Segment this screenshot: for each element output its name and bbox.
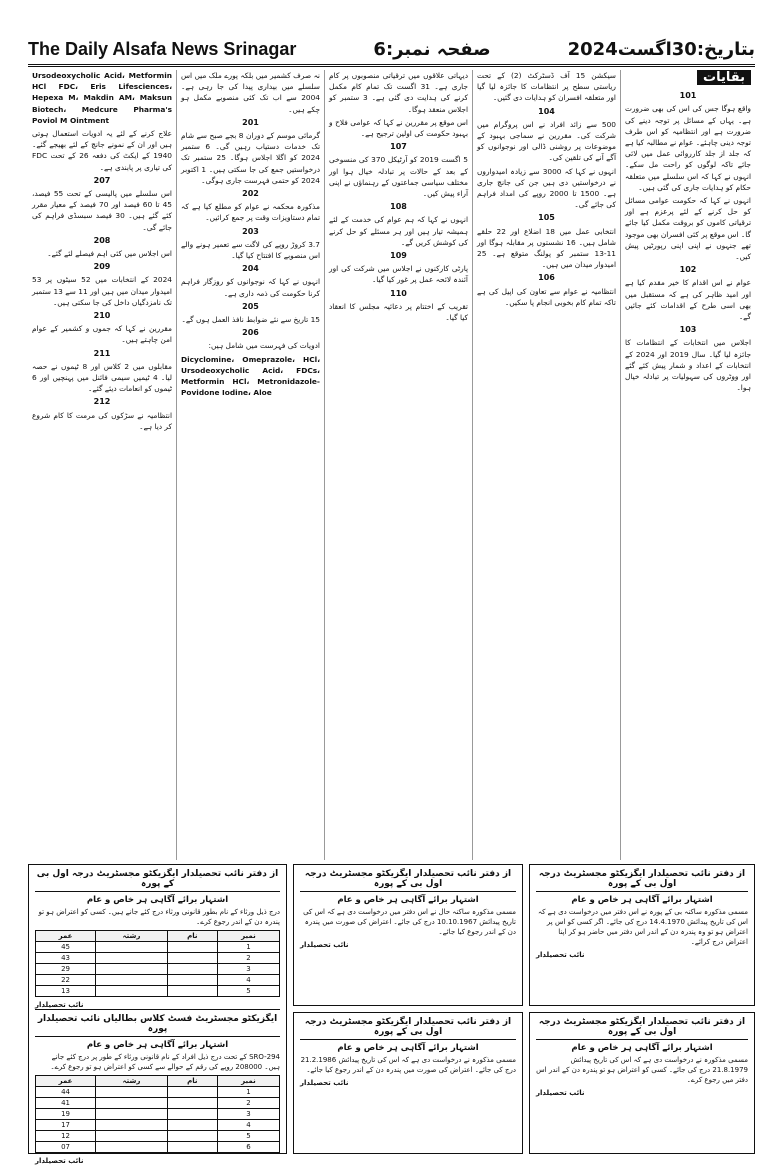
table-cell	[167, 964, 217, 975]
notice-signature: نائب تحصیلدار	[35, 1157, 84, 1165]
table-cell: 19	[36, 1109, 96, 1120]
table-body	[36, 1087, 280, 1153]
notice-body: مسمی مذکورہ ساکنہ حال نے اس دفتر میں درخواست دی ہے کہ اس کی تاریخ پیدائش 10.10.1967 درج کی جائے۔ اعتراض کی صورت میں پندرہ دن کے اندر رجوع کیا جائے۔	[303, 908, 516, 936]
notice-subtitle: اشتہار برائے آگاہی ہر خاص و عام	[571, 1043, 713, 1053]
newspaper-page	[28, 34, 755, 1165]
table-cell: 44	[36, 1087, 96, 1098]
news-paragraph: انہوں نے کہا کہ 3000 سے زیادہ امیدواروں نے درخواستیں دی ہیں جن کی جانچ جاری ہے۔ 1500 تا 2000 روپے کی امداد فراہم کی جائے گی۔	[477, 166, 616, 210]
column-4	[176, 70, 324, 860]
notice-subtitle: اشتہار برائے آگاہی ہر خاص و عام	[86, 1040, 229, 1050]
paper-name: The Daily Alsafa News Srinagar	[28, 38, 297, 59]
table-cell	[96, 975, 168, 986]
column-2	[472, 70, 620, 860]
table-cell	[167, 1142, 217, 1153]
item-number: 202	[242, 189, 259, 199]
issue-date: بتاریخ:30اگست2024	[567, 38, 755, 60]
notice-signature: نائب تحصیلدار	[536, 1089, 585, 1097]
table-cell	[96, 1098, 168, 1109]
item-number: 208	[93, 235, 111, 245]
table-row	[36, 964, 280, 975]
table-cell	[96, 1131, 168, 1142]
notice-body: SRO-294 کے تحت درج ذیل افراد کے نام قانونی ورثاء کے طور پر درج کئے جانے ہیں۔ 208000 روپے کی رقم کے حوالے سے کسی کو اعتراض ہو تو رجوع کرے۔	[50, 1053, 280, 1071]
column-3	[324, 70, 472, 860]
item-number: 204	[242, 264, 259, 274]
legal-notices-left	[28, 864, 287, 1165]
table-cell: 12	[36, 1131, 96, 1142]
news-paragraph: پارٹی کارکنوں نے اجلاس میں شرکت کی اور آئندہ لائحہ عمل پر غور کیا گیا۔	[329, 264, 468, 285]
news-paragraph: 15 تاریخ سے نئے ضوابط نافذ العمل ہوں گے۔	[181, 315, 320, 325]
column-5	[28, 70, 176, 860]
legal-notice-1	[529, 864, 755, 1006]
item-number: 201	[242, 117, 259, 127]
classified-ads	[28, 864, 755, 1165]
table-row	[36, 1087, 280, 1098]
table-row	[36, 986, 280, 997]
table-cell: 13	[36, 986, 96, 997]
table-cell: 1	[217, 942, 279, 953]
notice-title: از دفتر نائب تحصیلدار ایگزیکٹو مجسٹریٹ درجہ اول بی کے پورہ	[300, 1017, 516, 1040]
table-header-cell: نمبر	[217, 931, 279, 942]
table-cell	[96, 942, 168, 953]
table-cell	[96, 1142, 168, 1153]
table-cell	[96, 1087, 168, 1098]
notice-body: درج ذیل ورثاء کے نام بطور قانونی ورثاء درج کئے جانے ہیں۔ کسی کو اعتراض ہو تو پندرہ دن کے اندر رجوع کرے۔	[38, 908, 280, 926]
page-number: صفحہ نمبر:6	[373, 38, 491, 60]
news-paragraph: انہوں نے کہا کہ حکومت عوامی مسائل کو حل کرنے کے لئے پرعزم ہے اور ترقیاتی کاموں کو بروقت مکمل کیا جائے گا۔ اس موقع پر کئی افسران بھی موجود تھے جنہوں نے اپنی اپنی رپورٹیں پیش کیں۔	[625, 196, 751, 262]
notice-subtitle: اشتہار برائے آگاہی ہر خاص و عام	[337, 1043, 479, 1053]
table-row	[36, 1098, 280, 1109]
news-paragraph: اس سلسلے میں پالیسی کے تحت 55 فیصد، 45 تا 60 فیصد اور 70 فیصد کے معیار مقرر کئے گئے ہیں۔ 30 فیصد سبسڈی فراہم کی جائے گی۔	[32, 189, 172, 232]
table-cell: 3	[217, 964, 279, 975]
notice-title: از دفتر نائب تحصیلدار ایگزیکٹو مجسٹریٹ درجہ اول بی کے پورہ	[536, 869, 748, 892]
legal-notice-6	[35, 1014, 280, 1165]
table-cell	[167, 1131, 217, 1142]
table-row	[36, 1109, 280, 1120]
item-number: 206	[242, 328, 259, 338]
notice-title: از دفتر نائب تحصیلدار ایگزیکٹو مجسٹریٹ درجہ اول بی کے پورہ	[536, 1017, 748, 1040]
news-paragraph: اجلاس میں انتخابات کے انتظامات کا جائزہ لیا گیا۔ سال 2019 اور 2024 کے انتخابات کے اعداد و شمار پیش کئے گئے اور ووٹروں کی سہولیات پر تبادلہ خیال ہوا۔	[625, 338, 752, 393]
notice-body: مسمی مذکورہ نے درخواست دی ہے کہ اس کی تاریخ پیدائش 21.2.1986 درج کی جائے۔ اعتراض کی صورت میں پندرہ دن کے اندر رجوع کیا جائے۔	[300, 1056, 516, 1074]
table-cell: 29	[36, 964, 96, 975]
table-cell: 43	[36, 953, 96, 964]
notice-body: مسمی مذکورہ ساکنہ بی کے پورہ نے اس دفتر میں درخواست دی ہے کہ اس کی تاریخ پیدائش 14.4.1970 درج کی جائے۔ اگر کسی کو اس پر اعتراض ہو تو وہ پندرہ دن کے اندر اس دفتر میں حاضر ہو کر اپنا اعتراض درج کرائے۔	[538, 908, 748, 946]
news-paragraph: مقررین نے کہا کہ جموں و کشمیر کے عوام امن چاہتے ہیں۔	[32, 324, 172, 345]
heirs-table	[35, 1075, 280, 1153]
news-paragraph: 2024 کے انتخابات میں 52 سیٹوں پر 53 امیدوار میدان میں ہیں اور 11 سے 13 ستمبر تک نامزدگیاں داخل کی جا سکتی ہیں۔	[32, 275, 172, 307]
news-paragraph: 5 اگست 2019 کو آرٹیکل 370 کی منسوخی کے بعد کے حالات پر تبادلہ خیال ہوا اور مختلف سیاسی جماعتوں کے رہنماؤں نے اپنی آراء پیش کیں۔	[329, 155, 468, 199]
item-number: 209	[93, 262, 111, 272]
table-cell	[167, 1109, 217, 1120]
item-number: 210	[93, 311, 111, 321]
news-paragraph: انہوں نے کہا کہ نوجوانوں کو روزگار فراہم کرنا حکومت کی ذمہ داری ہے۔	[181, 277, 320, 298]
table-cell: 5	[217, 986, 279, 997]
item-number: 106	[538, 273, 555, 283]
table-row	[36, 953, 280, 964]
table-row	[36, 1142, 280, 1153]
legal-notice-4	[293, 1012, 523, 1154]
table-row	[36, 1120, 280, 1131]
table-cell	[96, 964, 168, 975]
news-paragraph: عوام نے اس اقدام کا خیر مقدم کیا ہے اور امید ظاہر کی ہے کہ مستقبل میں بھی اسی طرح کے اقدامات کئے جائیں گے۔	[625, 278, 751, 322]
table-header-row	[36, 931, 280, 942]
table-cell	[167, 942, 217, 953]
table-cell: 1	[217, 1087, 279, 1098]
table-cell	[167, 1098, 217, 1109]
news-paragraph: 500 سے زائد افراد نے اس پروگرام میں شرکت کی۔ مقررین نے سماجی بہبود کے موضوعات پر روشنی ڈالی اور نوجوانوں کو آگے آنے کی تلقین کی۔	[477, 119, 616, 163]
item-number: 203	[242, 226, 259, 236]
table-cell: 4	[217, 1120, 279, 1131]
item-number: 211	[93, 348, 111, 358]
table-cell: 3	[217, 1109, 279, 1120]
table-header-cell: نام	[167, 1076, 217, 1087]
table-cell: 45	[36, 942, 96, 953]
legal-notice-2	[293, 864, 523, 1006]
news-columns	[28, 70, 755, 860]
column-1	[620, 70, 755, 860]
table-cell: 6	[217, 1142, 279, 1153]
news-paragraph: تقریب کے اختتام پر دعائیہ مجلس کا انعقاد کیا گیا۔	[329, 301, 468, 323]
table-cell	[167, 953, 217, 964]
item-number: 207	[93, 175, 111, 185]
news-paragraph: گرمائی موسم کے دوران 8 بجے صبح سے شام تک خدمات دستیاب رہیں گی۔ 6 ستمبر 2024 کو اگلا اجلاس ہوگا۔ 25 ستمبر تک درخواستیں جمع کی جا سکتی ہیں۔ 1 اکتوبر 2024 کو حتمی فہرست جاری ہوگی۔	[181, 131, 321, 185]
news-paragraph: واقع ہوگا جس کی اس کی بھی ضرورت ہے۔ یہاں کے مسائل پر توجہ دینے کی ضرورت ہے اور انتظامیہ کو اس طرف توجہ دینی چاہئے۔ عوام نے مطالبہ کیا ہے کہ جلد از جلد کارروائی عمل میں لائی جائے تاکہ لوگوں کو راحت مل سکے۔ انہوں نے کہا کہ اس سلسلے میں متعلقہ حکام کو ہدایات جاری کی گئی ہیں۔	[625, 104, 751, 192]
table-cell: 22	[36, 975, 96, 986]
news-paragraph: مذکورہ محکمہ نے عوام کو مطلع کیا ہے کہ تمام دستاویزات وقت پر جمع کرائیں۔	[181, 202, 320, 223]
table-cell: 5	[217, 1131, 279, 1142]
table-row	[36, 942, 280, 953]
notice-title: از دفتر نائب تحصیلدار ایگزیکٹو مجسٹریٹ درجہ اول بی کے پورہ	[35, 869, 280, 892]
item-number: 102	[679, 265, 697, 275]
table-cell	[167, 975, 217, 986]
table-body	[36, 942, 280, 997]
heirs-table	[35, 930, 280, 997]
news-paragraph: انتخابی عمل میں 18 اضلاع اور 22 حلقے شامل ہیں۔ 16 نشستوں پر مقابلہ ہوگا اور 11-13 ستمبر کو پولنگ متوقع ہے۔ 25 امیدوار میدان میں ہیں۔	[477, 226, 616, 270]
table-header-cell: نمبر	[217, 1076, 279, 1087]
notice-subtitle: اشتہار برائے آگاہی ہر خاص و عام	[86, 895, 229, 905]
table-cell	[167, 1120, 217, 1131]
notice-subtitle: اشتہار برائے آگاہی ہر خاص و عام	[337, 895, 479, 905]
table-row	[36, 975, 280, 986]
table-header-row	[36, 1076, 280, 1087]
table-cell: 41	[36, 1098, 96, 1109]
table-row	[36, 1131, 280, 1142]
table-header-cell: رشتہ	[96, 931, 168, 942]
table-cell	[167, 1087, 217, 1098]
news-paragraph: اس اجلاس میں کئی اہم فیصلے لئے گئے۔	[47, 249, 172, 259]
news-paragraph: انتظامیہ نے عوام سے تعاون کی اپیل کی ہے تاکہ تمام کام بخوبی انجام پا سکیں۔	[477, 286, 616, 307]
item-number: 105	[538, 213, 555, 223]
item-number: 103	[679, 325, 697, 335]
table-cell	[96, 1120, 168, 1131]
table-header-cell: نام	[167, 931, 217, 942]
notice-title: ایگزیکٹو مجسٹریٹ فسٹ کلاس بطالیاں نائب تحصیلدار پورہ	[35, 1014, 280, 1037]
item-number: 205	[242, 301, 259, 311]
notice-body: مسمی مذکورہ نے درخواست دی ہے کہ اس کی تاریخ پیدائش 21.8.1979 درج کی جائے۔ کسی کو اعتراض ہو تو پندرہ دن کے اندر اس دفتر میں رجوع کرے۔	[536, 1056, 748, 1084]
news-paragraph: مقابلوں میں 2 کلاس اور 8 ٹیموں نے حصہ لیا۔ 4 ٹیمیں سیمی فائنل میں پہنچیں اور 6 ٹیموں کو انعامات دیئے گئے۔	[32, 361, 172, 394]
notice-signature: نائب تحصیلدار	[35, 1001, 84, 1009]
news-paragraph: نہ صرف کشمیر میں بلکہ پورے ملک میں اس سلسلے میں بیداری پیدا کی جا رہی ہے۔ 2004 سے اب تک کئی منصوبے مکمل ہو چکے ہیں۔	[181, 71, 320, 114]
masthead	[28, 34, 755, 67]
table-cell	[96, 986, 168, 997]
news-paragraph: دیہاتی علاقوں میں ترقیاتی منصوبوں پر کام جاری ہے۔ 31 اگست تک تمام کام مکمل کرنے کی ہدایت دی گئی ہے۔ 3 ستمبر کو اجلاس منعقد ہوگا۔	[329, 71, 468, 114]
item-number: 212	[93, 397, 111, 407]
news-paragraph: اس موقع پر مقررین نے کہا کہ عوامی فلاح و بہبود حکومت کی اولین ترجیح ہے۔	[329, 117, 468, 139]
notice-subtitle: اشتہار برائے آگاہی ہر خاص و عام	[571, 895, 713, 905]
news-paragraph: علاج کرنے کے لئے یہ ادویات استعمال ہوتی ہیں اور ان کے نمونے جانچ کے لئے بھیجے گئے۔ 1940 کے ایکٹ کی دفعہ 26 کے تحت FDC کی تیاری پر پابندی ہے۔	[32, 129, 172, 172]
table-cell: 07	[36, 1142, 96, 1153]
table-cell: 4	[217, 975, 279, 986]
section-banner: بقایات	[697, 70, 751, 85]
table-header-cell: رشتہ	[96, 1076, 168, 1087]
news-paragraph: ادویات کی فہرست میں شامل ہیں:	[208, 341, 320, 351]
item-number: 101	[679, 91, 697, 101]
notice-signature: نائب تحصیلدار	[300, 1079, 349, 1087]
drug-names: Ursodeoxycholic Acid، Metformin HCl FDC، Eris Lifesciences، Hepexa M، Makdin AM، Maksun Biotech، Medcure Pharma's Poviol M Ointment	[32, 71, 172, 125]
table-cell: 2	[217, 953, 279, 964]
table-cell: 2	[217, 1098, 279, 1109]
news-paragraph: سیکشن 15 آف ڈسٹرکٹ (2) کے تحت ریاستی سطح پر انتظامات کا جائزہ لیا گیا اور متعلقہ افسران کو ہدایات دی گئیں۔	[477, 71, 617, 103]
item-number: 104	[538, 106, 555, 116]
table-cell: 17	[36, 1120, 96, 1131]
drug-list: Dicyclomine، Omeprazole، HCl، Ursodeoxycholic Acid، FDCs، Metformin HCl، Metronidazole-Povidone Iodine، Aloe	[181, 354, 320, 398]
table-header-cell: عمر	[36, 1076, 96, 1087]
item-number: 110	[390, 288, 407, 298]
legal-notice-3	[529, 1012, 755, 1154]
table-cell	[96, 1109, 168, 1120]
notice-signature: نائب تحصیلدار	[300, 941, 349, 949]
news-paragraph: انہوں نے کہا کہ ہم عوام کی خدمت کے لئے ہمیشہ تیار ہیں اور ہر مسئلے کو حل کرنے کی کوشش کریں گے۔	[329, 215, 468, 247]
news-paragraph: انتظامیہ نے سڑکوں کی مرمت کا کام شروع کر دیا ہے۔	[32, 410, 172, 431]
item-number: 108	[390, 202, 407, 212]
item-number: 107	[390, 142, 407, 152]
table-cell	[167, 986, 217, 997]
table-cell	[96, 953, 168, 964]
news-paragraph: 3.7 کروڑ روپے کی لاگت سے تعمیر ہونے والے اس منصوبے کا افتتاح کیا گیا۔	[181, 239, 320, 261]
table-header-cell: عمر	[36, 931, 96, 942]
item-number: 109	[390, 251, 407, 261]
notice-signature: نائب تحصیلدار	[536, 951, 585, 959]
legal-notice-5	[35, 869, 280, 1010]
notice-title: از دفتر نائب تحصیلدار ایگزیکٹو مجسٹریٹ درجہ اول بی کے پورہ	[300, 869, 516, 892]
